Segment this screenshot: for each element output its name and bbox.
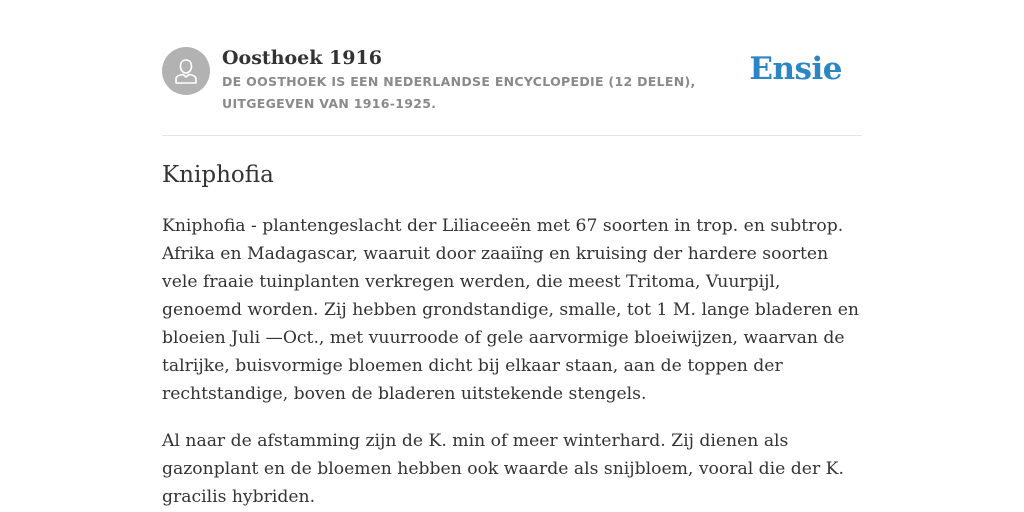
source-name[interactable]: Oosthoek 1916 [222,47,382,69]
user-icon [171,56,201,86]
page-container [162,0,862,507]
article-paragraph: Al naar de afstamming zijn de K. min of meer winterhard. Zij dienen als gazonplant en de bloemen hebben ook waarde als snijbloem, vooral die der K. gracilis hybriden. [162,431,844,507]
source-header [162,0,862,136]
ensie-logo[interactable]: Ensie [749,51,842,87]
avatar[interactable] [162,47,210,95]
article-title: Kniphofia [162,162,274,188]
article-body [162,212,862,512]
article-paragraph: Kniphofia - plantengeslacht der Liliaceeën met 67 soorten in trop. en subtrop. Afrika en Madagascar, waaruit door zaaiïng en kruising der hardere soorten vele fraaie tuinplanten verkregen werden, die meest Tritoma, Vuurpijl, genoemd worden. Zij hebben grondstandige, smalle, tot 1 M. lange bladeren en bloeien Juli —Oct., met vuurroode of gele aarvormige bloeiwijzen, waarvan de talrijke, buisvormige bloemen dicht bij elkaar staan, aan de toppen der rechtstandige, boven de bladeren uitstekende stengels. [162,216,859,404]
source-description: DE OOSTHOEK IS EEN NEDERLANDSE ENCYCLOPEDIE (12 DELEN), UITGEGEVEN VAN 1916-1925. [222,74,696,111]
